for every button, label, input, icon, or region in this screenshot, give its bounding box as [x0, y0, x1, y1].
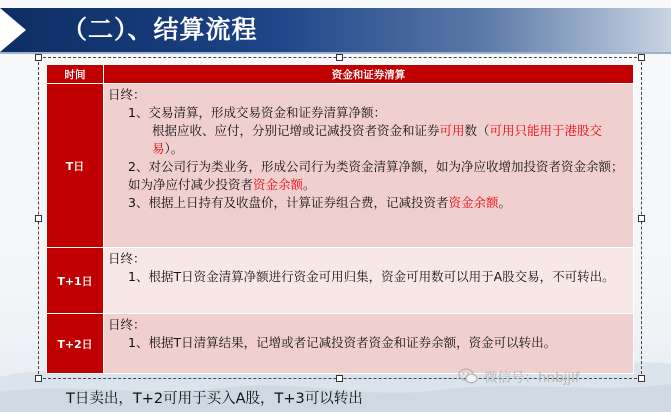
- text-line: 3、根据上日持有及收盘价，计算证券组合费，记减投资者资金余额。: [128, 195, 511, 210]
- resize-handle[interactable]: [35, 54, 42, 61]
- wechat-icon: [458, 368, 478, 384]
- table-row-t: [47, 84, 634, 248]
- highlight-text: 可用: [439, 123, 465, 138]
- text-line: 日终：: [108, 87, 146, 102]
- row-label: T+2日: [47, 314, 104, 374]
- header-time: 时间: [47, 65, 104, 84]
- highlight-text: 资金余额: [448, 195, 499, 210]
- resize-handle[interactable]: [638, 375, 645, 382]
- text-line: 1、根据T日资金清算净额进行资金可用归集，资金可用数可以用于A股交易，不可转出。: [128, 269, 615, 284]
- resize-handle[interactable]: [336, 375, 343, 382]
- text-line: 根据应收、应付，分别记增或记减投资者资金和证券可用数（可用只能用于港股交易）。: [152, 123, 603, 156]
- table-row-t2: [47, 314, 634, 374]
- text-line: 日终：: [108, 317, 146, 332]
- resize-handle[interactable]: [35, 215, 42, 222]
- highlight-text: 可用只能用于港股交易: [152, 123, 603, 156]
- text-line: 1、根据T日清算结果，记增或者记减投资者资金和证券余额，资金可以转出。: [128, 335, 557, 350]
- header-clearing: 资金和证券清算: [104, 65, 634, 84]
- row-label: T+1日: [47, 248, 104, 314]
- row-label: T日: [47, 84, 104, 248]
- footer-note: T日卖出，T+2可用于买入A股，T+3可以转出: [66, 391, 363, 407]
- watermark: [458, 366, 580, 386]
- resize-handle[interactable]: [35, 375, 42, 382]
- row-content: [104, 248, 634, 314]
- highlight-text: 资金余额: [253, 177, 304, 192]
- table-selection-frame[interactable]: [38, 57, 642, 379]
- watermark-text: 微信号：hnbjjlf: [484, 370, 580, 386]
- page-title: （二）、结算流程: [62, 15, 258, 44]
- table-row-t1: [47, 248, 634, 314]
- text-line: 日终：: [108, 251, 146, 266]
- resize-handle[interactable]: [638, 54, 645, 61]
- row-content: [104, 314, 634, 374]
- text-line: 1、交易清算，形成交易资金和证券清算净额：: [128, 105, 386, 120]
- table-header-row: [47, 65, 634, 84]
- text-line: 2、对公司行为类业务，形成公司行为类资金清算净额，如为净应收增加投资者资金余额；如为净应付减少投资者资金余额。: [128, 159, 624, 192]
- resize-handle[interactable]: [336, 54, 343, 61]
- resize-handle[interactable]: [638, 215, 645, 222]
- settlement-table: [46, 64, 634, 374]
- row-content: [104, 84, 634, 248]
